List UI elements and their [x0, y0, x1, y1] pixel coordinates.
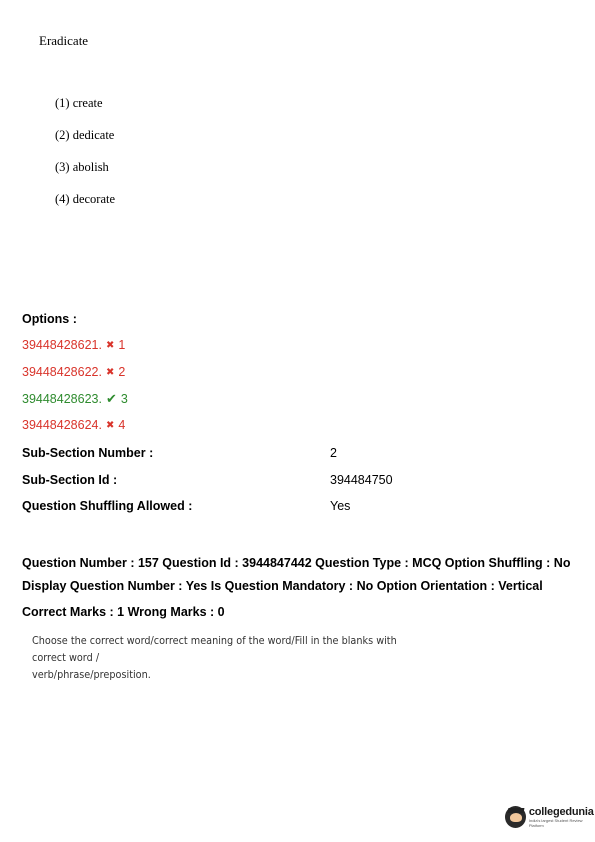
brand-name: collegedunia [528, 806, 594, 818]
collegedunia-logo [505, 806, 595, 828]
option-id: 39448428624. [22, 418, 102, 432]
shuffle-label: Question Shuffling Allowed : [22, 499, 193, 513]
option-id: 39448428622. [22, 365, 102, 379]
check-icon: ✔ [105, 391, 117, 406]
question-word: Eradicate [39, 33, 89, 48]
option-value: 3 [120, 392, 128, 406]
option-row [22, 391, 128, 407]
question-meta-line-1: Question Number : 157 Question Id : 3944847442 Question Type : MCQ Option Shuffling : No [22, 556, 571, 570]
cross-icon: ✖ [105, 366, 115, 378]
instruction-line-2: verb/phrase/preposition. [32, 668, 151, 681]
choice-2: (2) dedicate [55, 128, 115, 142]
choice-1: (1) create [55, 96, 103, 110]
question-instruction [32, 632, 410, 683]
subsection-number-label: Sub-Section Number : [22, 446, 154, 460]
cross-icon: ✖ [105, 419, 115, 431]
option-row [22, 418, 125, 432]
question-meta-line-3: Correct Marks : 1 Wrong Marks : 0 [22, 605, 225, 619]
choice-3: (3) abolish [55, 160, 109, 174]
cross-icon: ✖ [105, 339, 115, 351]
option-id: 39448428623. [22, 392, 102, 406]
instruction-line-1: Choose the correct word/correct meaning of the word/Fill in the blanks with correct word / [32, 634, 397, 664]
subsection-number-value: 2 [330, 446, 337, 460]
shuffle-value: Yes [330, 499, 351, 513]
brand-tagline: India's largest Student Review Platform [528, 818, 583, 828]
options-heading: Options : [22, 312, 77, 326]
option-row [22, 365, 125, 379]
mascot-icon [505, 806, 526, 828]
option-row [22, 338, 125, 352]
choice-4: (4) decorate [55, 192, 116, 206]
question-meta-line-2: Display Question Number : Yes Is Question Mandatory : No Option Orientation : Vertical [22, 579, 543, 593]
option-value: 1 [118, 338, 126, 352]
option-id: 39448428621. [22, 338, 102, 352]
subsection-id-label: Sub-Section Id : [22, 473, 118, 487]
option-value: 4 [118, 418, 126, 432]
option-value: 2 [118, 365, 126, 379]
subsection-id-value: 394484750 [330, 473, 393, 487]
